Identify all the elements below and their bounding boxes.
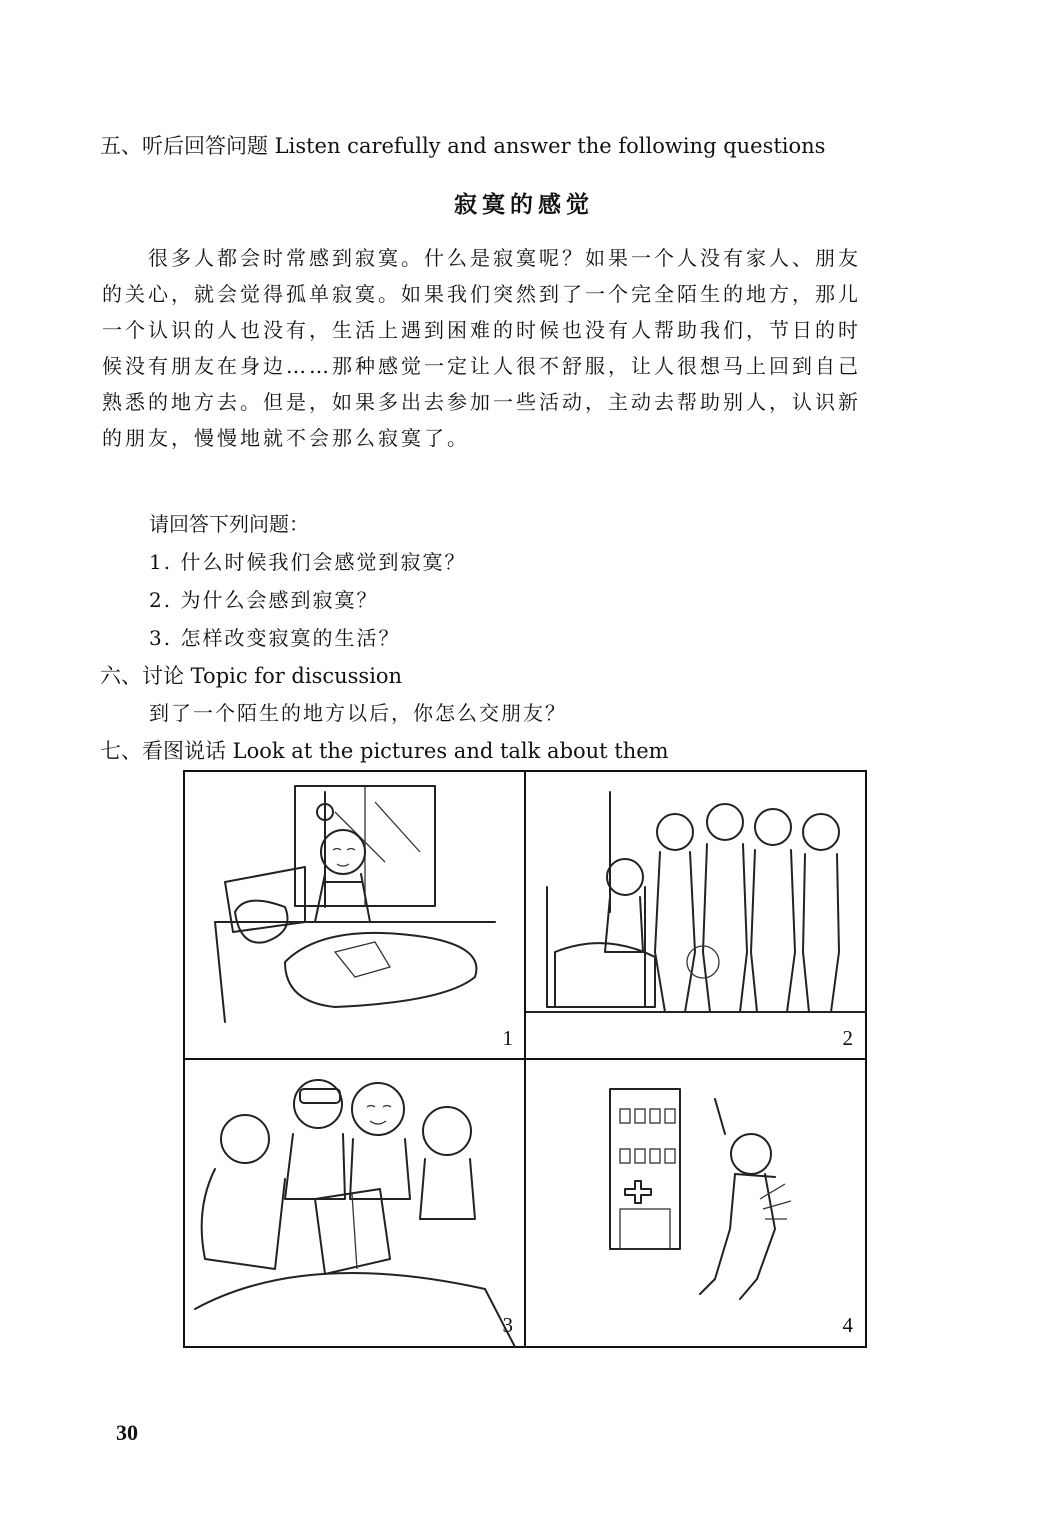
passage-line: 很多人都会时常感到寂寞。什么是寂寞呢？如果一个人没有家人、朋友: [148, 246, 861, 270]
leaving-hospital-illustration: [525, 1059, 866, 1347]
section-6-heading: 六、讨论 Topic for discussion: [100, 664, 403, 688]
discussion-question: 到了一个陌生的地方以后，你怎么交朋友？: [149, 701, 567, 725]
passage-line: 的关心，就会觉得孤单寂寞。如果我们突然到了一个完全陌生的地方，那儿: [102, 282, 861, 306]
passage-line: 候没有朋友在身边……那种感觉一定让人很不舒服，让人很想马上回到自己: [102, 354, 861, 378]
panel-2: [525, 772, 865, 1059]
question-1: 1. 什么时候我们会感觉到寂寞？: [149, 550, 467, 574]
panel-number: 2: [842, 1026, 853, 1050]
panel-number: 4: [842, 1313, 853, 1337]
panel-number: 1: [502, 1026, 513, 1050]
hospital-bed-alone-illustration: [185, 772, 526, 1060]
passage-line: 熟悉的地方去。但是，如果多出去参加一些活动，主动去帮助别人，认识新: [102, 390, 861, 414]
panel-number: 3: [502, 1313, 513, 1337]
picture-grid: [183, 770, 867, 1348]
section-7-heading: 七、看图说话 Look at the pictures and talk about them: [100, 739, 669, 763]
panel-4: [525, 1059, 865, 1346]
questions-prompt: 请回答下列问题：: [149, 512, 309, 536]
passage-line: 一个认识的人也没有，生活上遇到困难的时候也没有人帮助我们，节日的时: [102, 318, 861, 342]
panel-1: [185, 772, 525, 1059]
passage-body: [102, 240, 948, 456]
passage-line: 的朋友，慢慢地就不会那么寂寞了。: [102, 426, 470, 450]
grid-divider-horizontal: [185, 1058, 865, 1060]
panel-3: [185, 1059, 525, 1346]
question-3: 3. 怎样改变寂寞的生活？: [149, 626, 401, 650]
section-5-heading: 五、听后回答问题 Listen carefully and answer the following questions: [100, 134, 826, 158]
page-number: 30: [116, 1420, 138, 1445]
studying-together-illustration: [185, 1059, 526, 1347]
question-2: 2. 为什么会感到寂寞？: [149, 588, 379, 612]
friends-visit-illustration: [525, 772, 866, 1060]
passage-title: 寂寞的感觉: [454, 191, 594, 218]
